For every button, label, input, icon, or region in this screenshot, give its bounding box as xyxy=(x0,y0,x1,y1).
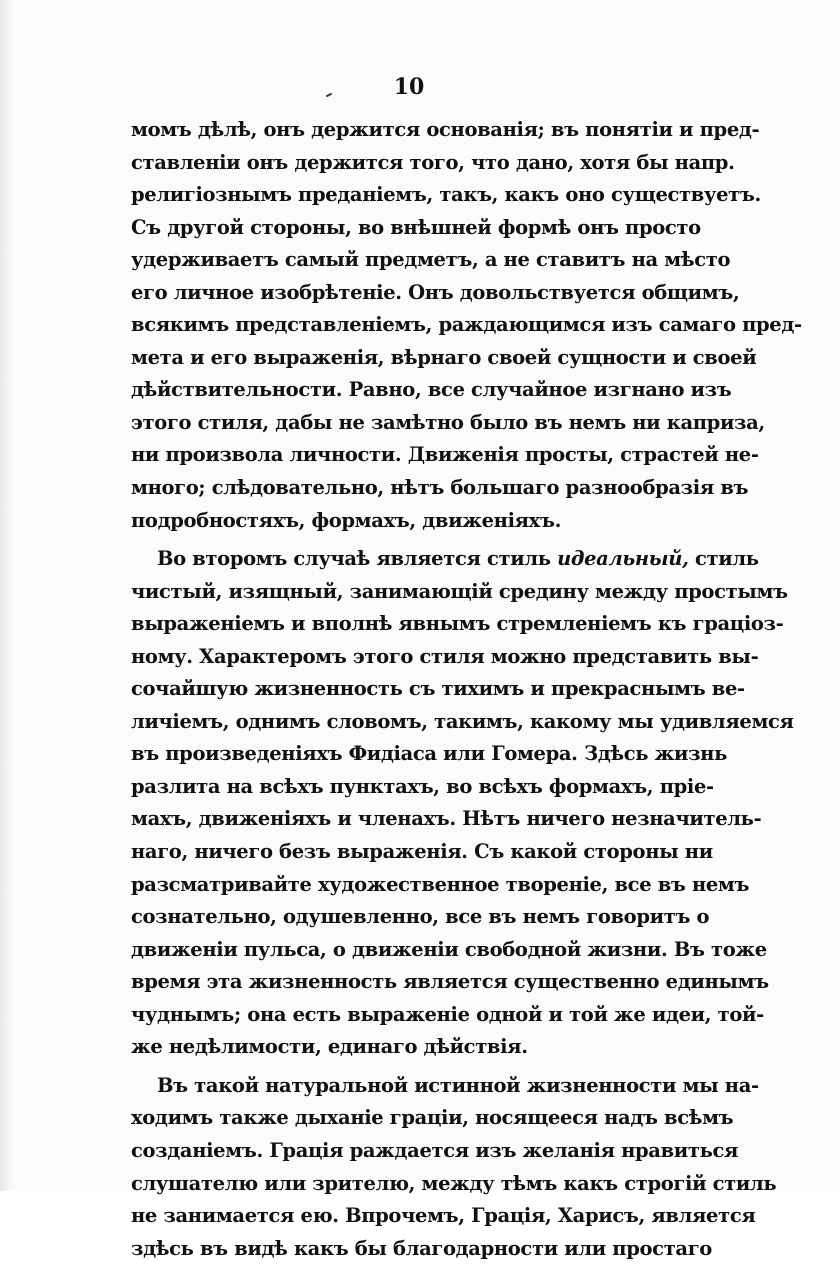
text-line: чуднымъ; она есть выраженіе одной и той же идеи, той- xyxy=(131,1002,764,1026)
paragraph-2 xyxy=(131,543,794,1064)
text-line: дѣйствительности. Равно, все случайное изгнано изъ xyxy=(131,378,732,402)
paragraph-3 xyxy=(131,1070,777,1265)
text-line: ставленіи онъ держится того, что дано, хотя бы напр. xyxy=(131,150,735,174)
text-line: подробностяхъ, формахъ, движеніяхъ. xyxy=(131,508,562,532)
text-line: удерживаетъ самый предметъ, а не ставитъ на мѣсто xyxy=(131,248,731,272)
body-text xyxy=(131,114,802,1265)
text-line-first xyxy=(131,543,759,576)
text-line: мета и его выраженія, вѣрнаго своей сущности и своей xyxy=(131,345,757,369)
text-line: слушателю или зрителю, между тѣмъ какъ строгій стиль xyxy=(131,1171,777,1195)
text-line: ни произвола личности. Движенія просты, страстей не- xyxy=(131,443,759,467)
text-line: Въ такой натуральной истинной жизненности мы на- xyxy=(157,1073,759,1097)
text-line: выраженіемъ и вполнѣ явнымъ стремленіемъ къ граціоз- xyxy=(131,612,784,636)
text-line: Съ другой стороны, во внѣшней формѣ онъ просто xyxy=(131,215,701,239)
text-line: время эта жизненность является существенно единымъ xyxy=(131,970,769,994)
paragraph-1 xyxy=(131,114,802,537)
text-line: ному. Характеромъ этого стиля можно представить вы- xyxy=(131,644,759,668)
text-line: махъ, движеніяхъ и членахъ. Нѣтъ ничего незначитель- xyxy=(131,807,762,831)
page-number: 10 xyxy=(393,74,425,100)
text-line: этого стиля, дабы не замѣтно было въ немъ ни каприза, xyxy=(131,410,765,434)
text-line: здѣсь въ видѣ какъ бы благодарности или простаго xyxy=(131,1236,712,1260)
text-line: разлита на всѣхъ пунктахъ, во всѣхъ формахъ, пріе- xyxy=(131,774,714,798)
text-line: не занимается ею. Впрочемъ, Грація, Харисъ, является xyxy=(131,1204,756,1228)
page-edge-shadow xyxy=(0,0,14,1191)
text-line: личіемъ, однимъ словомъ, такимъ, какому мы удивляемся xyxy=(131,709,794,733)
text-line: движеніи пульса, о движеніи свободной жизни. Въ тоже xyxy=(131,937,767,961)
text-line: всякимъ представленіемъ, раждающимся изъ самаго пред- xyxy=(131,313,802,337)
text-line: чистый, изящный, занимающій средину между простымъ xyxy=(131,579,788,603)
text-line: момъ дѣлѣ, онъ держится основанія; въ понятіи и пред- xyxy=(131,118,760,141)
text-line: много; слѣдовательно, нѣтъ большаго разнообразія въ xyxy=(131,476,749,500)
text-line: разсматривайте художественное твореніе, все въ немъ xyxy=(131,872,750,896)
text-line: же недѣлимости, единаго дѣйствія. xyxy=(131,1035,528,1059)
text-line: наго, ничего безъ выраженія. Съ какой стороны ни xyxy=(131,840,713,864)
text-line: его личное изобрѣтеніе. Онъ довольствуется общимъ, xyxy=(131,280,740,304)
text-line: созданіемъ. Грація раждается изъ желанія нравиться xyxy=(131,1138,739,1162)
text-line: сознательно, одушевленно, все въ немъ говоритъ о xyxy=(131,905,710,929)
text-run: стиль xyxy=(688,547,759,571)
text-line: въ произведеніяхъ Фидіаса или Гомера. Здѣсь жизнь xyxy=(131,742,727,766)
text-line: ходимъ также дыханіе граціи, носящееся надъ всѣмъ xyxy=(131,1106,734,1130)
text-line: религіознымъ преданіемъ, такъ, какъ оно существуетъ. xyxy=(131,183,761,207)
text-line: сочайшую жизненность съ тихимъ и прекраснымъ ве- xyxy=(131,677,745,701)
stray-ink-mark xyxy=(326,93,332,98)
text-run: Во второмъ случаѣ является стиль xyxy=(157,547,558,571)
italic-term: идеальный, xyxy=(557,547,689,571)
